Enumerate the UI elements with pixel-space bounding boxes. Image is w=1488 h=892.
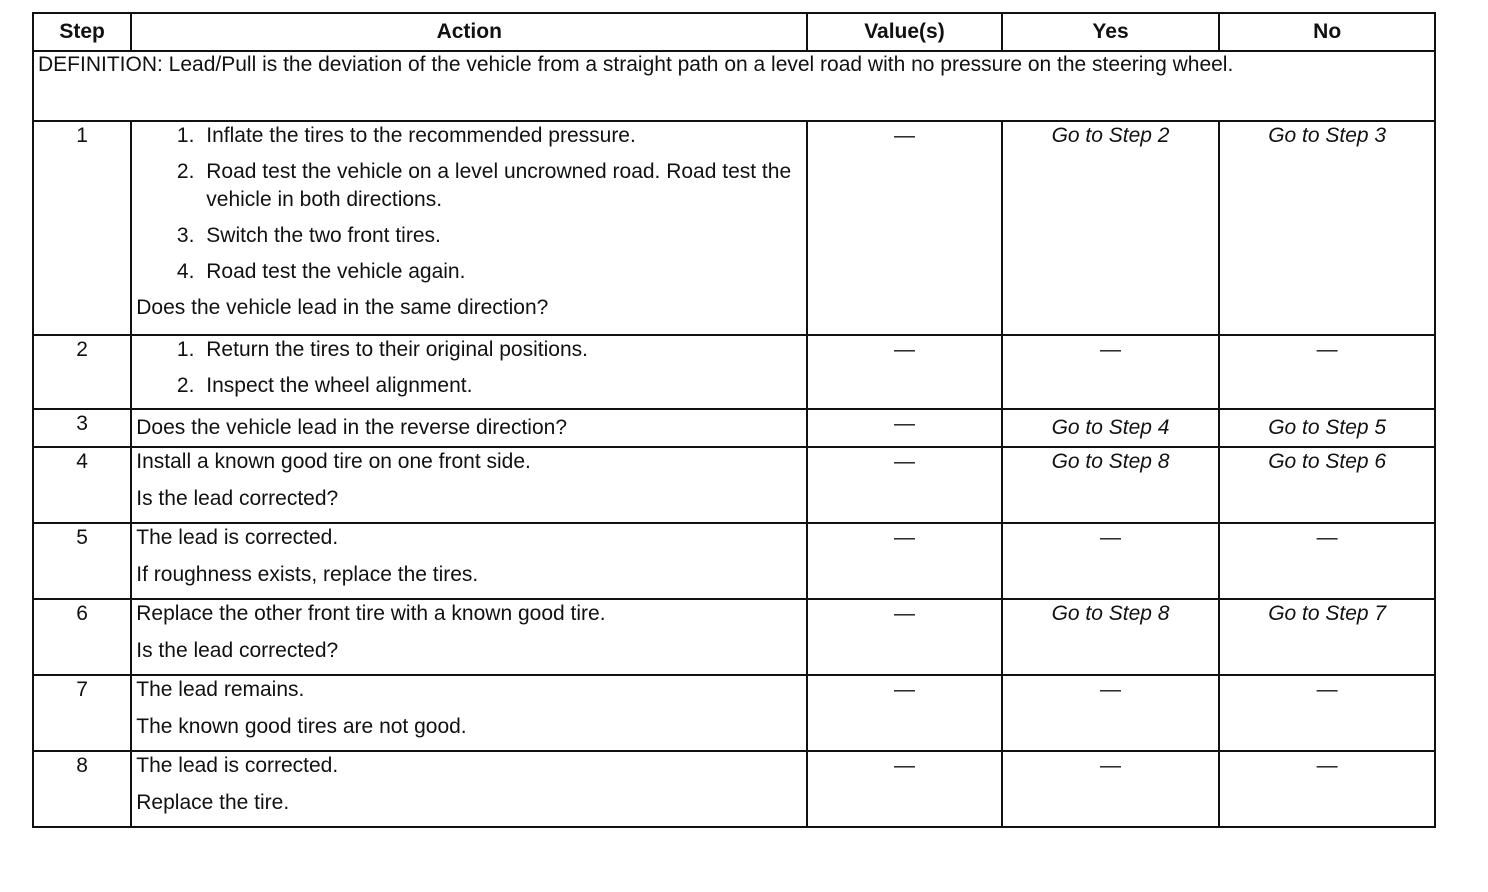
list-item: 4. Road test the vehicle again.: [200, 258, 802, 285]
table-row: [33, 751, 1435, 827]
value-cell: —: [807, 335, 1002, 409]
diagnostic-sheet: [32, 12, 1436, 828]
action-cell: [131, 409, 807, 447]
no-cell: Go to Step 7: [1219, 599, 1435, 675]
no-cell: —: [1219, 335, 1435, 409]
list-item: 1. Inflate the tires to the recommended pressure.: [200, 122, 802, 149]
value-cell: —: [807, 447, 1002, 523]
table-row: [33, 447, 1435, 523]
action-line: Install a known good tire on one front side.: [136, 450, 531, 473]
yes-cell: Go to Step 2: [1002, 121, 1220, 335]
header-row: [33, 13, 1435, 51]
no-cell: —: [1219, 675, 1435, 751]
action-line: The lead is corrected.: [136, 754, 339, 777]
header-yes: Yes: [1002, 13, 1220, 51]
action-line: Replace the tire.: [136, 791, 290, 815]
table-row: [33, 121, 1435, 335]
header-values: Value(s): [807, 13, 1002, 51]
yes-cell: —: [1002, 675, 1220, 751]
yes-cell: Go to Step 8: [1002, 447, 1220, 523]
action-cell: [131, 523, 807, 599]
header-no: No: [1219, 13, 1435, 51]
no-cell: Go to Step 5: [1219, 409, 1435, 447]
action-cell: [131, 751, 807, 827]
value-cell: —: [807, 121, 1002, 335]
value-cell: —: [807, 409, 1002, 447]
step-number: 2: [33, 335, 131, 409]
action-list: [136, 122, 802, 285]
step-number: 1: [33, 121, 131, 335]
action-line: The known good tires are not good.: [136, 715, 467, 739]
action-line: Is the lead corrected?: [136, 639, 339, 663]
step-number: 6: [33, 599, 131, 675]
table-row: [33, 409, 1435, 447]
header-action: Action: [131, 13, 807, 51]
action-line: Replace the other front tire with a known good tire.: [136, 602, 606, 625]
action-cell: [131, 599, 807, 675]
yes-cell: Go to Step 4: [1002, 409, 1220, 447]
step-number: 5: [33, 523, 131, 599]
action-question: Does the vehicle lead in the same direction?: [136, 296, 549, 320]
list-item: 2. Road test the vehicle on a level uncrowned road. Road test the vehicle in both directions.: [200, 158, 802, 213]
action-cell: [131, 335, 807, 409]
action-line: The lead remains.: [136, 678, 305, 701]
step-number: 8: [33, 751, 131, 827]
yes-cell: —: [1002, 751, 1220, 827]
value-cell: —: [807, 751, 1002, 827]
yes-cell: —: [1002, 523, 1220, 599]
list-item: 1. Return the tires to their original positions.: [200, 336, 802, 363]
action-cell: [131, 675, 807, 751]
no-cell: Go to Step 6: [1219, 447, 1435, 523]
diagnostic-table: [32, 12, 1436, 828]
action-line: Does the vehicle lead in the reverse direction?: [136, 416, 568, 440]
action-list: [136, 336, 802, 400]
action-line: Is the lead corrected?: [136, 487, 339, 511]
no-cell: Go to Step 3: [1219, 121, 1435, 335]
action-line: If roughness exists, replace the tires.: [136, 563, 479, 587]
table-row: [33, 523, 1435, 599]
step-number: 3: [33, 409, 131, 447]
table-row: [33, 675, 1435, 751]
table-row: [33, 599, 1435, 675]
definition-row: [33, 51, 1435, 121]
value-cell: —: [807, 523, 1002, 599]
table-row: [33, 335, 1435, 409]
yes-cell: —: [1002, 335, 1220, 409]
list-item: 3. Switch the two front tires.: [200, 222, 802, 249]
yes-cell: Go to Step 8: [1002, 599, 1220, 675]
value-cell: —: [807, 599, 1002, 675]
header-step: Step: [33, 13, 131, 51]
value-cell: —: [807, 675, 1002, 751]
list-item: 2. Inspect the wheel alignment.: [200, 372, 802, 399]
action-cell: [131, 121, 807, 335]
step-number: 4: [33, 447, 131, 523]
no-cell: —: [1219, 751, 1435, 827]
definition-text: DEFINITION: Lead/Pull is the deviation of the vehicle from a straight path on a level road with no pressure on the steering wheel.: [33, 51, 1435, 121]
action-line: The lead is corrected.: [136, 526, 339, 549]
action-cell: [131, 447, 807, 523]
no-cell: —: [1219, 523, 1435, 599]
step-number: 7: [33, 675, 131, 751]
